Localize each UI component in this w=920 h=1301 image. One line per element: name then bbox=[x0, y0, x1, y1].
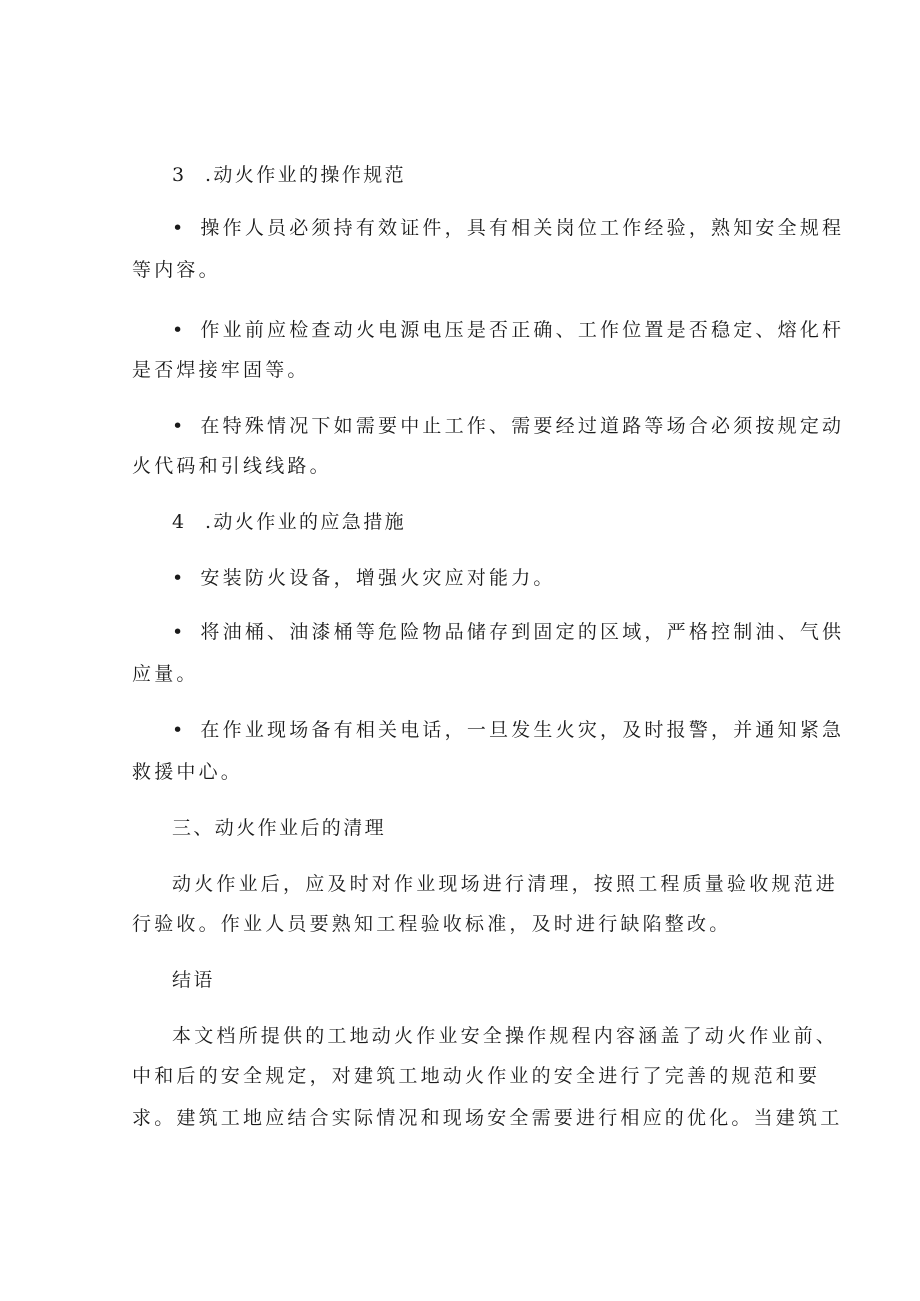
s4-item-1-line-1: • 安装防火设备，增强火灾应对能力。 bbox=[172, 567, 556, 589]
s3-item-3-line-2: 火代码和引线线路。 bbox=[132, 455, 332, 477]
conclusion-heading: 结语 bbox=[172, 969, 215, 991]
bullet-icon: • bbox=[172, 567, 187, 589]
conclusion-paragraph-line-3: 求。建筑工地应结合实际情况和现场安全需要进行相应的优化。当建筑工 bbox=[132, 1107, 843, 1129]
section-4-heading bbox=[172, 510, 406, 534]
section-4-number: 4 bbox=[172, 511, 187, 533]
section-3-number: 3 bbox=[172, 164, 187, 186]
section-3-title: .动火作业的操作规范 bbox=[204, 164, 406, 186]
s3-item-2-line-2: 是否焊接牢固等。 bbox=[132, 359, 310, 381]
conclusion-paragraph-line-2: 中和后的安全规定，对建筑工地动火作业的安全进行了完善的规范和要 bbox=[132, 1065, 821, 1087]
bullet-icon: • bbox=[172, 415, 187, 437]
conclusion-paragraph-line-1: 本文档所提供的工地动火作业安全操作规程内容涵盖了动火作业前、 bbox=[172, 1025, 839, 1047]
s3-item-1-line-1: • 操作人员必须持有效证件，具有相关岗位工作经验，熟知安全规程 bbox=[172, 217, 845, 239]
part-3-heading: 三、动火作业后的清理 bbox=[172, 817, 387, 839]
bullet-icon: • bbox=[172, 719, 187, 741]
section-3-heading bbox=[172, 163, 406, 187]
s4-item-2-line-2: 应量。 bbox=[132, 663, 199, 685]
s3-item-3-line-1: • 在特殊情况下如需要中止工作、需要经过道路等场合必须按规定动 bbox=[172, 415, 845, 437]
part-3-paragraph-line-1: 动火作业后，应及时对作业现场进行清理，按照工程质量验收规范进 bbox=[172, 873, 839, 895]
bullet-icon: • bbox=[172, 217, 187, 239]
bullet-icon: • bbox=[172, 621, 187, 643]
bullet-icon: • bbox=[172, 319, 187, 341]
s4-item-2-line-1: • 将油桶、油漆桶等危险物品储存到固定的区域，严格控制油、气供 bbox=[172, 621, 845, 643]
section-4-title: .动火作业的应急措施 bbox=[204, 511, 406, 533]
s3-item-2-line-1: • 作业前应检查动火电源电压是否正确、工作位置是否稳定、熔化杆 bbox=[172, 319, 845, 341]
s3-item-1-line-2: 等内容。 bbox=[132, 259, 221, 281]
part-3-paragraph-line-2: 行验收。作业人员要熟知工程验收标准，及时进行缺陷整改。 bbox=[132, 913, 732, 935]
s4-item-3-line-2: 救援中心。 bbox=[132, 761, 244, 783]
s4-item-3-line-1: • 在作业现场备有相关电话，一旦发生火灾，及时报警，并通知紧急 bbox=[172, 719, 845, 741]
